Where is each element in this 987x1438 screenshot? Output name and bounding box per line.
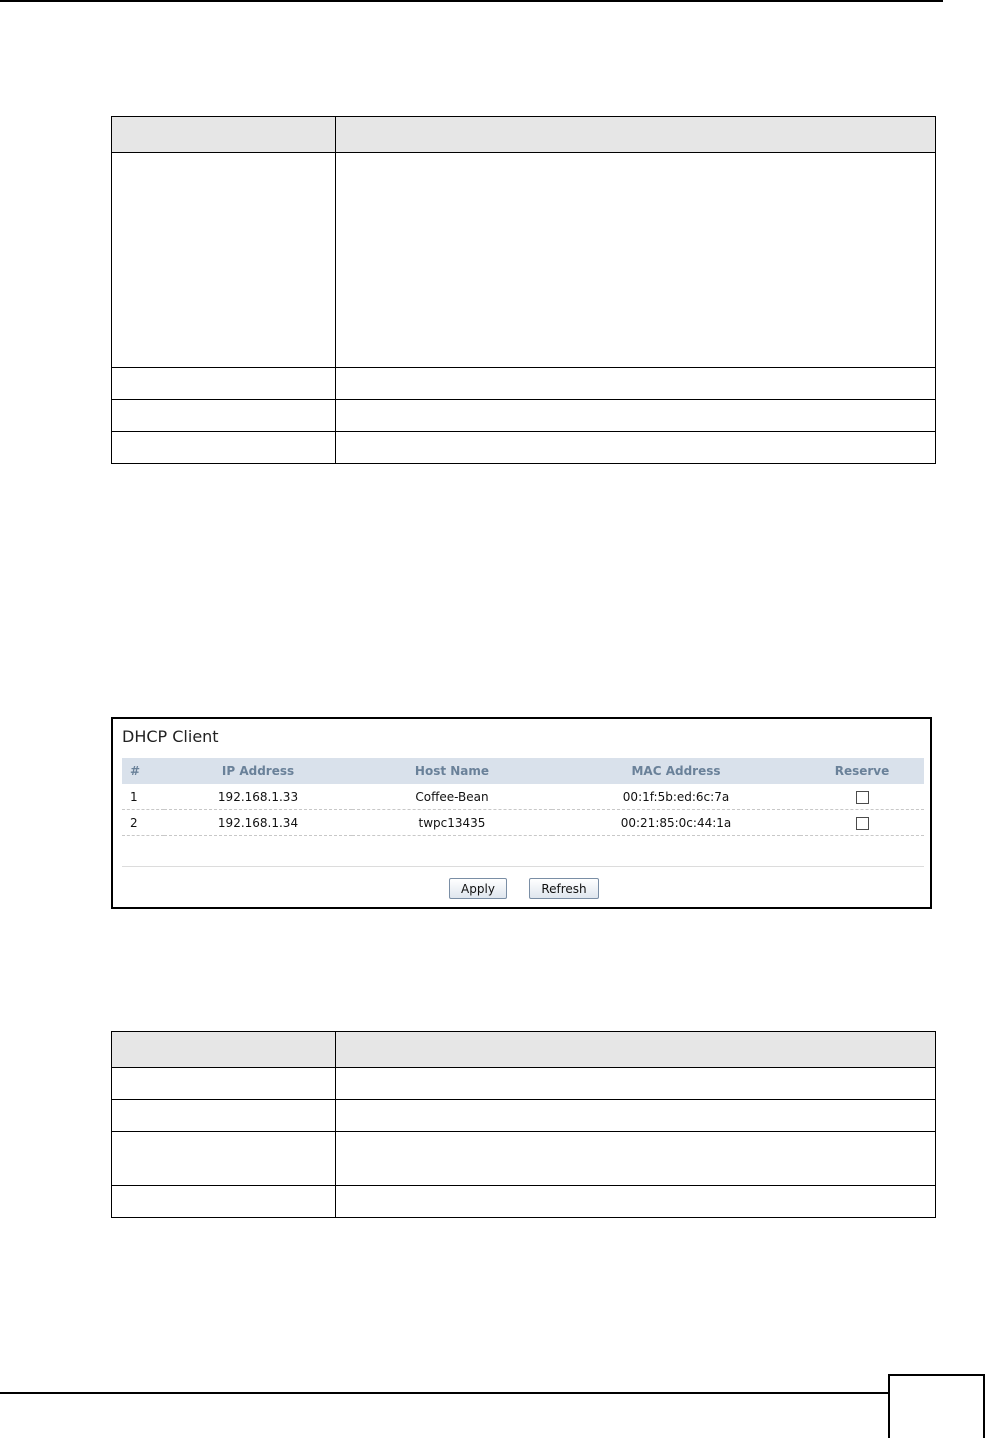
reserve-cell: [800, 810, 924, 836]
page-number-box: [888, 1374, 985, 1438]
reserve-checkbox[interactable]: [856, 817, 869, 830]
ip-address-cell: 192.168.1.34: [164, 810, 352, 836]
table-header-row: [112, 1032, 936, 1068]
refresh-button[interactable]: Refresh: [529, 878, 599, 899]
dhcp-client-table: [122, 758, 924, 836]
table-row: [112, 153, 936, 368]
col-number-header: #: [122, 758, 164, 784]
table-row: [112, 400, 936, 432]
table-row: [112, 1132, 936, 1186]
table-row: [112, 432, 936, 464]
bottom-rule: [0, 1392, 888, 1394]
table-row: [112, 1068, 936, 1100]
col-host-name-header: Host Name: [352, 758, 552, 784]
col-reserve-header: Reserve: [800, 758, 924, 784]
col-ip-address-header: IP Address: [164, 758, 352, 784]
host-name-cell: twpc13435: [352, 810, 552, 836]
dhcp-client-panel: [111, 717, 932, 909]
table-row: [122, 810, 924, 836]
host-name-cell: Coffee-Bean: [352, 784, 552, 810]
mac-address-cell: 00:21:85:0c:44:1a: [552, 810, 800, 836]
table-row: [112, 1186, 936, 1218]
table-header-row: [112, 117, 936, 153]
top-rule: [0, 0, 943, 2]
panel-title: DHCP Client: [122, 727, 219, 746]
col-mac-address-header: MAC Address: [552, 758, 800, 784]
panel-divider: [122, 866, 924, 867]
reserve-cell: [800, 784, 924, 810]
table-row: [112, 368, 936, 400]
apply-button[interactable]: Apply: [449, 878, 507, 899]
row-number: 1: [122, 784, 164, 810]
field-description-table-2: [111, 1031, 936, 1218]
row-number: 2: [122, 810, 164, 836]
table-row: [112, 1100, 936, 1132]
field-description-table-1: [111, 116, 936, 464]
mac-address-cell: 00:1f:5b:ed:6c:7a: [552, 784, 800, 810]
table-row: [122, 784, 924, 810]
ip-address-cell: 192.168.1.33: [164, 784, 352, 810]
reserve-checkbox[interactable]: [856, 791, 869, 804]
dhcp-header-row: [122, 758, 924, 784]
